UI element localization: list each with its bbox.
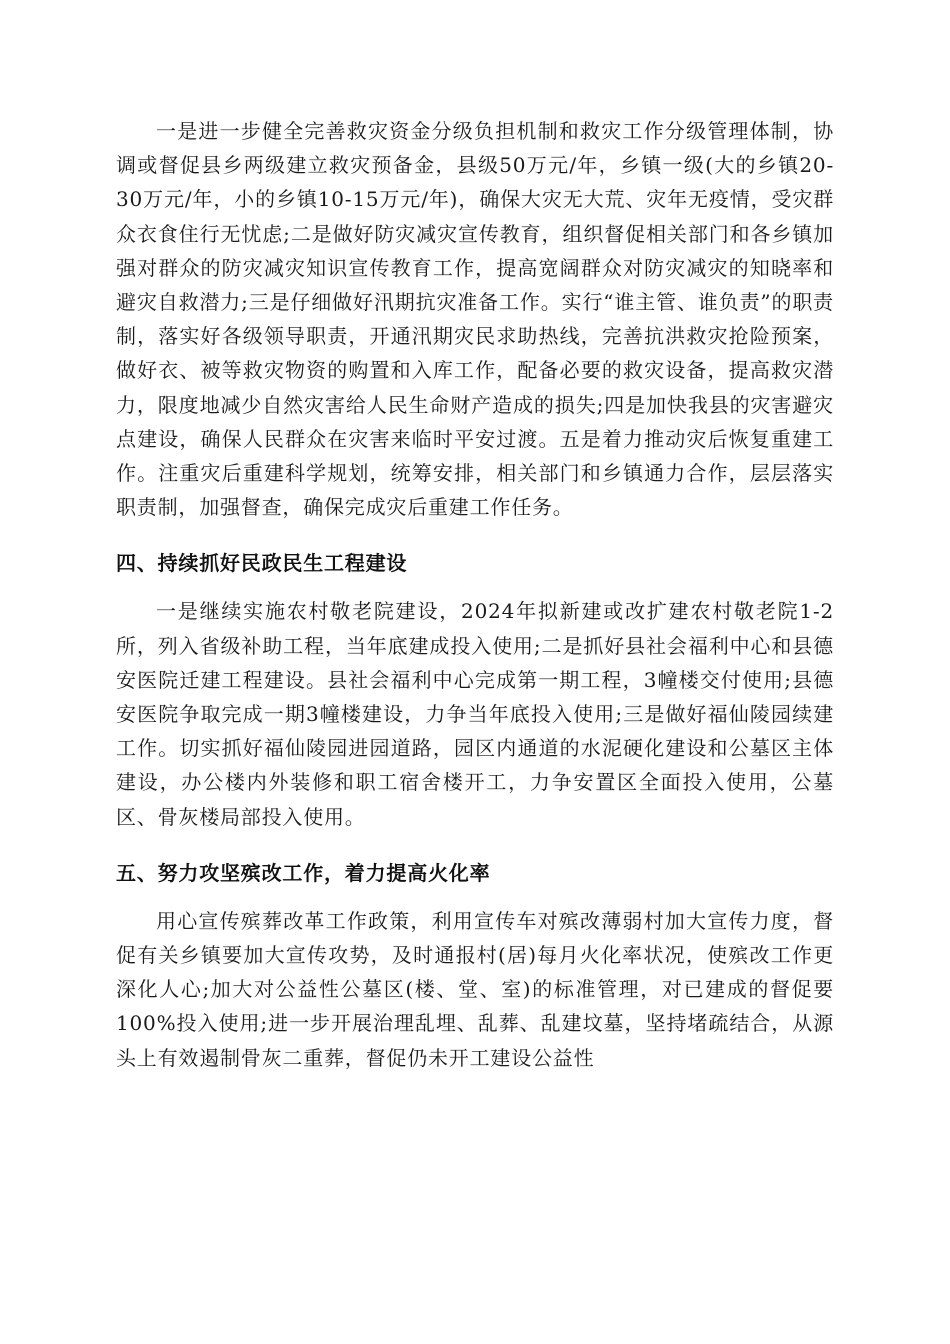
paragraph-civil-affairs-projects: 一是继续实施农村敬老院建设，2024年拟新建或改扩建农村敬老院1-2所，列入省级补助工程，当年底建成投入使用;二是抓好县社会福利中心和县德安医院迁建工程建设。县社会福利中心完成第一期工程，3幢楼交付使用;县德安医院争取完成一期3幢楼建设，力争当年底投入使用;三是做好福仙陵园续建工作。切实抓好福仙陵园进园道路，园区内通道的水泥硬化建设和公墓区主体建设，办公楼内外装修和职工宿舍楼开工，力争安置区全面投入使用，公墓区、骨灰楼局部投入使用。: [116, 599, 834, 829]
paragraph-disaster-relief: 一是进一步健全完善救灾资金分级负担机制和救灾工作分级管理体制，协调或督促县乡两级建立救灾预备金，县级50万元/年，乡镇一级(大的乡镇20-30万元/年，小的乡镇10-15万元/年)，确保大灾无大荒、灾年无疫情，受灾群众衣食住行无忧虑;二是做好防灾减灾宣传教育，组织督促相关部门和各乡镇加强对群众的防灾减灾知识宣传教育工作，提高宽阔群众对防灾减灾的知晓率和避灾自救潜力;三是仔细做好汛期抗灾准备工作。实行“谁主管、谁负责”的职责制，落实好各级领导职责，开通汛期灾民求助热线，完善抗洪救灾抢险预案，做好衣、被等救灾物资的购置和入库工作，配备必要的救灾设备，提高救灾潜力，限度地减少自然灾害给人民生命财产造成的损失;四是加快我县的灾害避灾点建设，确保人民群众在灾害来临时平安过渡。五是着力推动灾后恢复重建工作。注重灾后重建科学规划，统筹安排，相关部门和乡镇通力合作，层层落实职责制，加强督查，确保完成灾后重建工作任务。: [116, 119, 834, 520]
document-body: [116, 114, 834, 1075]
section-heading-civil-affairs-projects: 四、持续抓好民政民生工程建设: [116, 551, 408, 576]
section-heading-funeral-reform: 五、努力攻坚殡改工作，着力提高火化率: [116, 860, 491, 885]
paragraph-funeral-reform: 用心宣传殡葬改革工作政策，利用宣传车对殡改薄弱村加大宣传力度，督促有关乡镇要加大宣传攻势，及时通报村(居)每月火化率状况，使殡改工作更深化人心;加大对公益性公墓区(楼、堂、室)的标准管理，对已建成的督促要100%投入使用;进一步开展治理乱埋、乱葬、乱建坟墓，坚持堵疏结合，从源头上有效遏制骨灰二重葬，督促仍未开工建设公益性: [116, 908, 834, 1070]
